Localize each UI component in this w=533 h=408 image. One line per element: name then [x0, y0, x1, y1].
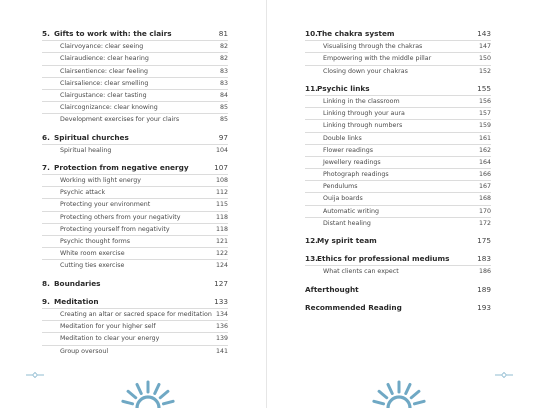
chapter-number: 6.	[42, 132, 50, 142]
section-title: What clients can expect	[323, 268, 399, 276]
chapter-number: 10.	[305, 29, 318, 38]
section-page-number: 82	[219, 55, 228, 63]
section-page-number: 170	[478, 207, 491, 215]
section-page-number: 83	[219, 79, 228, 87]
section-entry	[42, 320, 228, 332]
chapter-title: Ethics for professional mediums	[317, 254, 450, 264]
section-entry	[305, 95, 491, 107]
section-page-number: 122	[215, 250, 228, 258]
chapter-page-number: 107	[214, 162, 228, 172]
chapter-entry	[305, 253, 491, 265]
section-page-number: 118	[215, 213, 228, 221]
chapter-entry	[305, 235, 491, 247]
chapter-title: Spiritual churches	[54, 132, 129, 142]
section-title: White room exercise	[60, 250, 125, 258]
chapter-number: 7.	[42, 162, 50, 172]
section-title: Visualising through the chakras	[323, 43, 423, 51]
chapter-entry	[42, 28, 228, 40]
section-entry	[42, 174, 228, 186]
chapter-page-number: 175	[477, 236, 491, 245]
section-page-number: 167	[478, 183, 491, 191]
section-title: Clairvoyance: clear seeing	[60, 43, 144, 51]
chapter-number: 11.	[305, 83, 318, 93]
section-entry	[305, 119, 491, 131]
section-title: Meditation for your higher self	[60, 323, 156, 331]
section-title: Automatic writing	[323, 207, 379, 215]
section-title: Clairaudience: clear hearing	[60, 55, 149, 63]
right-toc	[305, 28, 491, 314]
section-entry	[42, 308, 228, 320]
chapter-page-number: 183	[477, 254, 491, 264]
left-toc	[42, 28, 228, 357]
section-page-number: 136	[215, 323, 228, 331]
section-page-number: 104	[215, 146, 228, 154]
chapter-entry	[42, 296, 228, 308]
section-entry	[305, 217, 491, 229]
section-entry	[305, 132, 491, 144]
section-title: Development exercises for your clairs	[60, 116, 180, 124]
section-entry	[42, 52, 228, 64]
section-page-number: 164	[478, 158, 491, 166]
section-title: Flower readings	[323, 146, 374, 154]
section-title: Distant healing	[323, 219, 371, 227]
section-title: Spiritual healing	[60, 146, 112, 154]
section-title: Linking through numbers	[323, 122, 403, 130]
section-page-number: 156	[478, 97, 491, 105]
section-page-number: 83	[219, 67, 228, 75]
section-entry	[305, 40, 491, 52]
sun-rays-icon	[108, 362, 188, 408]
chapter-entry	[305, 302, 491, 314]
section-entry	[305, 192, 491, 204]
chapter-entry	[42, 132, 228, 144]
section-title: Ouija boards	[323, 195, 363, 203]
section-title: Meditation to clear your energy	[60, 335, 160, 343]
chapter-title: Psychic links	[317, 83, 370, 93]
chapter-entry	[305, 28, 491, 40]
section-title: Group oversoul	[60, 347, 109, 355]
chapter-page-number: 127	[214, 278, 228, 288]
section-entry	[42, 211, 228, 223]
chapter-number: 8.	[42, 278, 50, 288]
section-page-number: 159	[478, 122, 491, 130]
section-entry	[42, 144, 228, 156]
section-entry	[42, 65, 228, 77]
section-title: Clairsentience: clear feeling	[60, 67, 149, 75]
section-entry	[42, 77, 228, 89]
chapter-title: The chakra system	[317, 29, 395, 38]
section-title: Empowering with the middle pillar	[323, 55, 432, 63]
section-title: Closing down your chakras	[323, 67, 408, 75]
section-page-number: 157	[478, 110, 491, 118]
chapter-page-number: 193	[477, 302, 491, 312]
section-entry	[305, 144, 491, 156]
chapter-title: Boundaries	[54, 278, 101, 288]
section-page-number: 168	[478, 195, 491, 203]
section-title: Linking through your aura	[323, 110, 405, 118]
section-title: Psychic thought forms	[60, 238, 131, 245]
section-page-number: 139	[215, 335, 228, 343]
chapter-page-number: 133	[214, 296, 228, 306]
section-page-number: 150	[478, 55, 491, 63]
section-entry	[305, 265, 491, 277]
section-title: Cutting ties exercise	[60, 262, 125, 270]
section-title: Pendulums	[323, 183, 358, 191]
section-entry	[305, 156, 491, 168]
chapter-entry	[42, 162, 228, 174]
chapter-page-number: 155	[477, 83, 491, 93]
section-page-number: 134	[215, 310, 228, 318]
section-title: Linking in the classroom	[323, 97, 400, 105]
left-page	[0, 0, 266, 408]
section-title: Double links	[323, 134, 362, 142]
section-entry	[42, 223, 228, 235]
section-page-number: 85	[219, 116, 228, 124]
chapter-number: 12.	[305, 236, 318, 245]
section-title: Jewellery readings	[323, 158, 381, 166]
section-page-number: 118	[215, 225, 228, 233]
section-title: Claircognizance: clear knowing	[60, 104, 158, 112]
diamond-ornament-icon	[26, 372, 44, 378]
section-title: Photograph readings	[323, 171, 389, 179]
section-page-number: 166	[478, 171, 491, 179]
section-page-number: 162	[478, 146, 491, 154]
section-entry	[42, 186, 228, 198]
section-title: Protecting yourself from negativity	[60, 225, 170, 233]
chapter-page-number: 97	[218, 132, 228, 142]
chapter-page-number: 81	[218, 29, 228, 38]
chapter-number: 13.	[305, 254, 318, 264]
chapter-number: 5.	[42, 29, 50, 38]
section-entry	[42, 259, 228, 271]
section-title: Creating an altar or sacred space for meditation	[60, 310, 212, 318]
chapter-title: Afterthought	[305, 284, 359, 294]
chapter-title: Gifts to work with: the clairs	[54, 29, 172, 38]
section-title: Working with light energy	[60, 177, 141, 185]
chapter-title: Protection from negative energy	[54, 162, 189, 172]
section-page-number: 112	[215, 189, 228, 197]
section-page-number: 172	[478, 219, 491, 227]
chapter-page-number: 189	[477, 284, 491, 294]
diamond-ornament-icon	[495, 372, 513, 378]
section-entry	[42, 198, 228, 210]
section-entry	[305, 168, 491, 180]
section-entry	[305, 52, 491, 64]
section-page-number: 85	[219, 104, 228, 112]
chapter-title: Meditation	[54, 296, 99, 306]
chapter-entry	[42, 278, 228, 290]
section-page-number: 152	[478, 67, 491, 75]
section-page-number: 108	[215, 177, 228, 185]
section-title: Clairsalience: clear smelling	[60, 79, 149, 87]
section-page-number: 141	[215, 347, 228, 355]
sun-rays-icon	[359, 362, 439, 408]
section-page-number: 124	[215, 262, 228, 270]
section-entry	[42, 332, 228, 344]
section-page-number: 84	[219, 91, 228, 99]
chapter-title: Recommended Reading	[305, 302, 402, 312]
section-entry	[42, 101, 228, 113]
section-entry	[42, 113, 228, 125]
section-page-number: 121	[215, 238, 228, 245]
section-entry	[305, 180, 491, 192]
section-entry	[42, 235, 228, 247]
section-entry	[305, 107, 491, 119]
section-title: Psychic attack	[60, 189, 106, 197]
section-title: Protecting others from your negativity	[60, 213, 181, 221]
section-title: Clairgustance: clear tasting	[60, 91, 147, 99]
section-entry	[42, 40, 228, 52]
section-entry	[305, 65, 491, 77]
chapter-entry	[305, 284, 491, 296]
section-page-number: 161	[478, 134, 491, 142]
chapter-page-number: 143	[477, 29, 491, 38]
section-entry	[305, 205, 491, 217]
right-page	[266, 0, 533, 408]
section-page-number: 82	[219, 43, 228, 51]
section-page-number: 186	[478, 268, 491, 276]
section-page-number: 147	[478, 43, 491, 51]
section-page-number: 115	[215, 201, 228, 209]
chapter-title: My spirit team	[317, 236, 377, 245]
chapter-entry	[305, 83, 491, 95]
section-title: Protecting your environment	[60, 201, 151, 209]
chapter-number: 9.	[42, 296, 50, 306]
section-entry	[42, 89, 228, 101]
section-entry	[42, 247, 228, 259]
section-entry	[42, 345, 228, 357]
